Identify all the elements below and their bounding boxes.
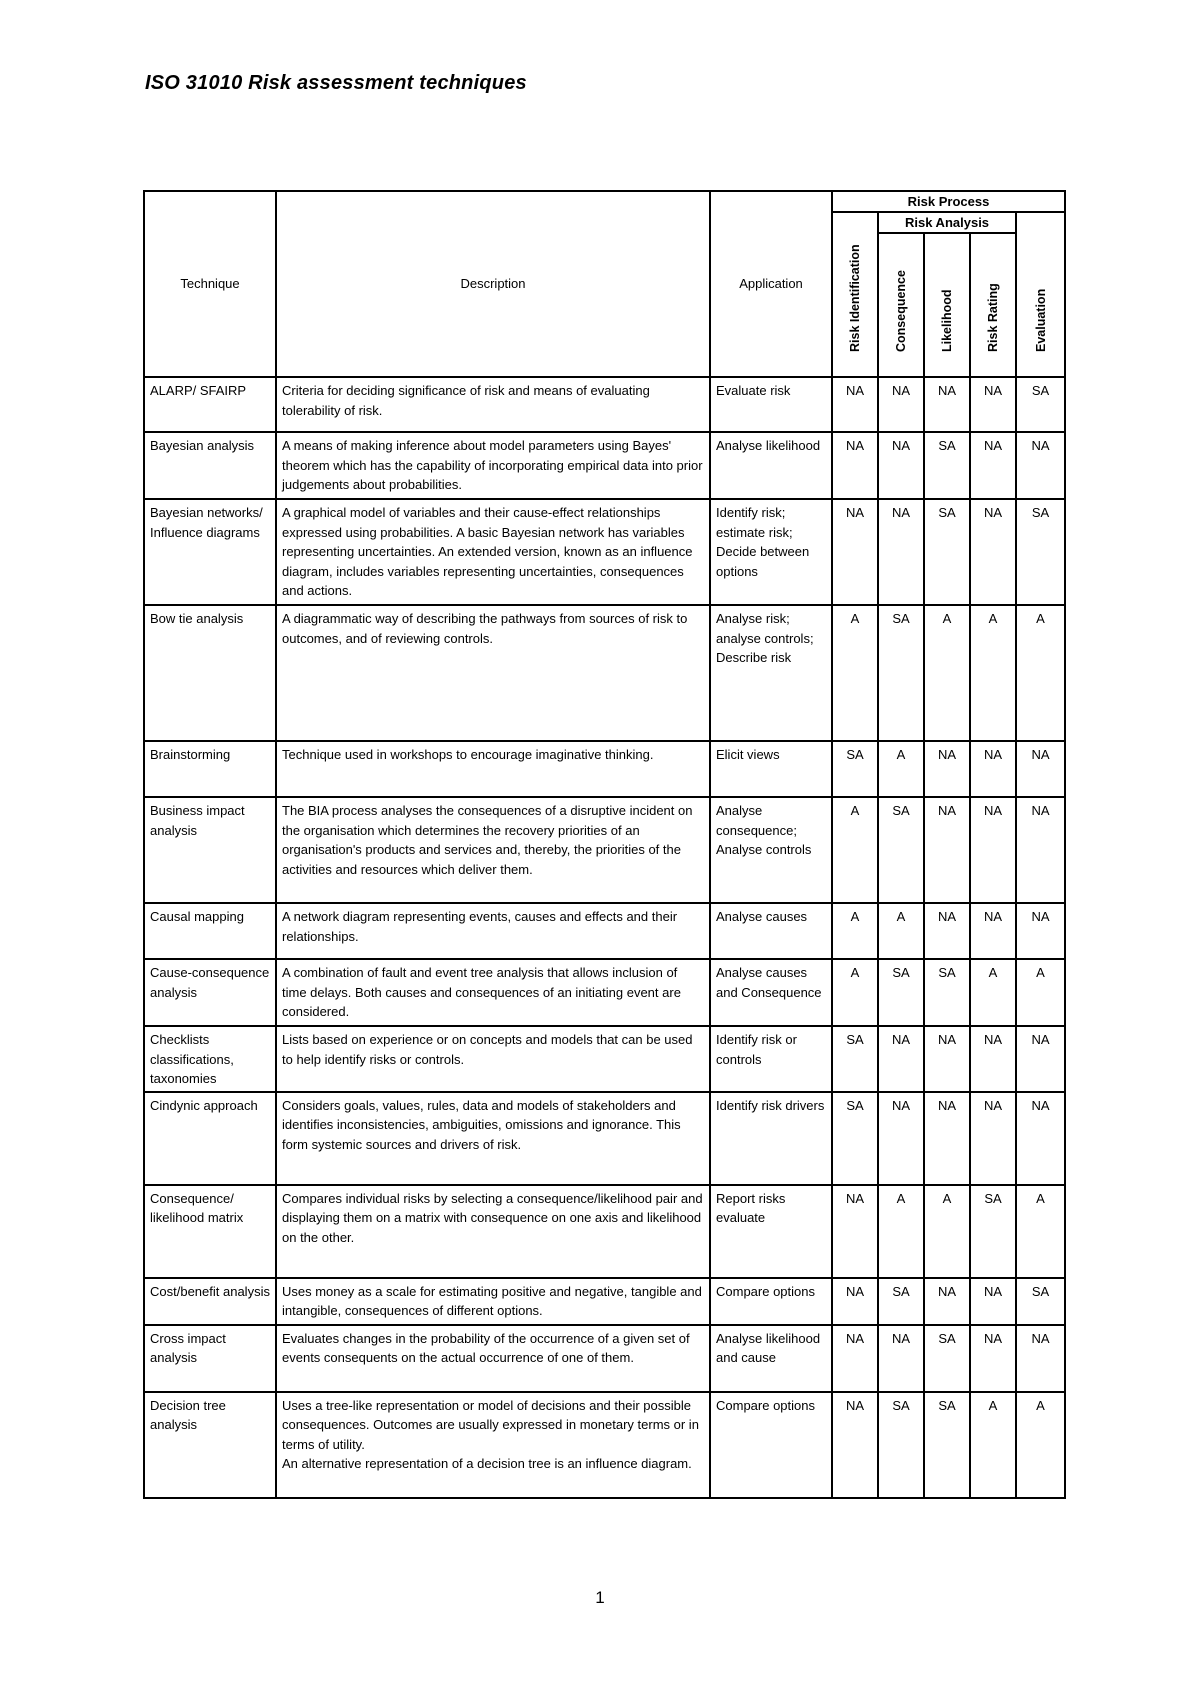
risk-rating-cell: NA [970,1092,1016,1185]
table-row [144,1092,1065,1185]
description-cell: A means of making inference about model parameters using Bayes' theorem which has the capability of incorporating empirical data into prior judgements about probabilities. [276,432,710,499]
table-row [144,1185,1065,1278]
likelihood-cell: NA [924,377,970,432]
evaluation-cell: NA [1016,1092,1065,1185]
application-cell: Analyse risk; analyse controls; Describe risk [710,605,832,741]
risk-rating-cell: A [970,605,1016,741]
table-row [144,1392,1065,1498]
table-row [144,1278,1065,1325]
evaluation-cell: NA [1016,741,1065,797]
consequence-cell: SA [878,1392,924,1498]
consequence-cell: NA [878,432,924,499]
table-row [144,797,1065,903]
likelihood-cell: NA [924,1092,970,1185]
risk-identification-cell: SA [832,1092,878,1185]
application-cell: Identify risk or controls [710,1026,832,1092]
evaluation-cell: A [1016,1185,1065,1278]
evaluation-cell: NA [1016,797,1065,903]
technique-cell: Business impact analysis [144,797,276,903]
risk-rating-cell: NA [970,1278,1016,1325]
consequence-cell: A [878,741,924,797]
consequence-cell: NA [878,499,924,605]
description-cell: Criteria for deciding significance of risk and means of evaluating tolerability of risk. [276,377,710,432]
description-cell: A combination of fault and event tree analysis that allows inclusion of time delays. Both causes and consequences of an initiating event are considered. [276,959,710,1026]
technique-cell: Bayesian networks/ Influence diagrams [144,499,276,605]
table-row [144,959,1065,1026]
table-row [144,741,1065,797]
risk-identification-cell: NA [832,499,878,605]
description-cell: Uses money as a scale for estimating positive and negative, tangible and intangible, consequences of different options. [276,1278,710,1325]
likelihood-cell: SA [924,432,970,499]
likelihood-cell: A [924,1185,970,1278]
likelihood-cell: NA [924,797,970,903]
table-row [144,903,1065,959]
risk-rating-cell: NA [970,903,1016,959]
application-cell: Identify risk drivers [710,1092,832,1185]
risk-rating-cell: NA [970,377,1016,432]
consequence-cell: NA [878,1325,924,1392]
risk-rating-cell: NA [970,1026,1016,1092]
technique-cell: Cindynic approach [144,1092,276,1185]
risk-identification-cell: NA [832,1278,878,1325]
risk-rating-cell: NA [970,797,1016,903]
header-description: Description [276,191,710,377]
table-row [144,1026,1065,1092]
likelihood-cell: A [924,605,970,741]
table-row [144,432,1065,499]
description-cell [276,1392,710,1498]
risk-rating-cell: NA [970,1325,1016,1392]
description-cell: Compares individual risks by selecting a consequence/likelihood pair and displaying them on a matrix with consequence on one axis and likelihood on the other. [276,1185,710,1278]
table-header [144,191,1065,377]
table-row [144,1325,1065,1392]
application-cell: Elicit views [710,741,832,797]
application-cell: Evaluate risk [710,377,832,432]
table-body [144,377,1065,1498]
document-title: ISO 31010 Risk assessment techniques [145,72,527,94]
application-cell: Report risks evaluate [710,1185,832,1278]
likelihood-cell: SA [924,499,970,605]
application-cell: Identify risk; estimate risk; Decide between options [710,499,832,605]
risk-identification-cell: SA [832,741,878,797]
application-cell: Compare options [710,1392,832,1498]
description-cell: Lists based on experience or on concepts and models that can be used to help identify risks or controls. [276,1026,710,1092]
risk-identification-cell: A [832,959,878,1026]
header-likelihood [924,233,970,377]
application-cell: Analyse causes [710,903,832,959]
description-cell: A diagrammatic way of describing the pathways from sources of risk to outcomes, and of reviewing controls. [276,605,710,741]
header-risk-rating-label: Risk Rating [986,283,1000,352]
risk-identification-cell: NA [832,1325,878,1392]
evaluation-cell: SA [1016,377,1065,432]
risk-rating-cell: SA [970,1185,1016,1278]
header-consequence [878,233,924,377]
risk-identification-cell: NA [832,377,878,432]
evaluation-cell: A [1016,605,1065,741]
risk-identification-cell: A [832,797,878,903]
page-number: 1 [595,1588,605,1607]
description-cell: A network diagram representing events, causes and effects and their relationships. [276,903,710,959]
consequence-cell: NA [878,377,924,432]
risk-identification-cell: NA [832,1185,878,1278]
evaluation-cell: SA [1016,499,1065,605]
consequence-cell: A [878,903,924,959]
consequence-cell: NA [878,1026,924,1092]
description-text: Uses a tree-like representation or model of decisions and their possible consequences. Outcomes are usually expressed in monetary terms or in terms of utility. [282,1397,699,1452]
header-evaluation [1016,212,1065,377]
description-cell: The BIA process analyses the consequences of a disruptive incident on the organisation which determines the recovery priorities of an organisation's products and services and, thereby, the priorities of the activities and resources which deliver them. [276,797,710,903]
evaluation-cell: NA [1016,1026,1065,1092]
consequence-cell: SA [878,797,924,903]
application-cell: Analyse consequence; Analyse controls [710,797,832,903]
header-risk-rating [970,233,1016,377]
application-cell: Analyse likelihood and cause [710,1325,832,1392]
consequence-cell: SA [878,605,924,741]
risk-identification-cell: NA [832,1392,878,1498]
risk-identification-cell: NA [832,432,878,499]
likelihood-cell: NA [924,903,970,959]
header-risk-process: Risk Process [832,191,1065,212]
risk-techniques-table [143,190,1066,1499]
technique-cell: Brainstorming [144,741,276,797]
likelihood-cell: SA [924,1325,970,1392]
technique-cell: Cause-consequence analysis [144,959,276,1026]
consequence-cell: SA [878,1278,924,1325]
risk-rating-cell: NA [970,741,1016,797]
header-likelihood-label: Likelihood [940,289,954,352]
consequence-cell: NA [878,1092,924,1185]
description-cell: Considers goals, values, rules, data and models of stakeholders and identifies inconsistencies, ambiguities, omissions and ignorance. This form systemic sources and drivers of risk. [276,1092,710,1185]
table-row [144,499,1065,605]
header-consequence-label: Consequence [894,270,908,352]
header-evaluation-label: Evaluation [1033,288,1048,352]
evaluation-cell: NA [1016,903,1065,959]
technique-cell: Cross impact analysis [144,1325,276,1392]
header-application: Application [710,191,832,377]
application-cell: Analyse likelihood [710,432,832,499]
risk-identification-cell: A [832,605,878,741]
evaluation-cell: NA [1016,432,1065,499]
technique-cell: Cost/benefit analysis [144,1278,276,1325]
header-risk-analysis: Risk Analysis [878,212,1016,233]
risk-identification-cell: SA [832,1026,878,1092]
technique-cell: Checklists classifications, taxonomies [144,1026,276,1092]
evaluation-cell: SA [1016,1278,1065,1325]
table-row [144,605,1065,741]
risk-identification-cell: A [832,903,878,959]
technique-cell: Decision tree analysis [144,1392,276,1498]
technique-cell: Consequence/ likelihood matrix [144,1185,276,1278]
evaluation-cell: A [1016,1392,1065,1498]
likelihood-cell: NA [924,1026,970,1092]
technique-cell: Causal mapping [144,903,276,959]
application-cell: Compare options [710,1278,832,1325]
description-cell: Technique used in workshops to encourage imaginative thinking. [276,741,710,797]
technique-cell: ALARP/ SFAIRP [144,377,276,432]
likelihood-cell: NA [924,1278,970,1325]
technique-cell: Bow tie analysis [144,605,276,741]
consequence-cell: A [878,1185,924,1278]
risk-rating-cell: A [970,959,1016,1026]
likelihood-cell: NA [924,741,970,797]
header-risk-identification-label: Risk Identification [848,244,862,352]
description-cell: A graphical model of variables and their cause-effect relationships expressed using probabilities. A basic Bayesian network has variables representing uncertainties. An extended version, known as an influence diagram, includes variables representing uncertainties, consequences and actions. [276,499,710,605]
risk-rating-cell: NA [970,432,1016,499]
description-extra-text: An alternative representation of a decision tree is an influence diagram. [282,1456,692,1471]
description-cell: Evaluates changes in the probability of the occurrence of a given set of events consequents on the actual occurrence of one of them. [276,1325,710,1392]
risk-rating-cell: NA [970,499,1016,605]
evaluation-cell: A [1016,959,1065,1026]
risk-rating-cell: A [970,1392,1016,1498]
likelihood-cell: SA [924,1392,970,1498]
technique-cell: Bayesian analysis [144,432,276,499]
application-cell: Analyse causes and Consequence [710,959,832,1026]
table-row [144,377,1065,432]
header-risk-identification [832,212,878,377]
header-technique: Technique [144,191,276,377]
likelihood-cell: SA [924,959,970,1026]
evaluation-cell: NA [1016,1325,1065,1392]
consequence-cell: SA [878,959,924,1026]
